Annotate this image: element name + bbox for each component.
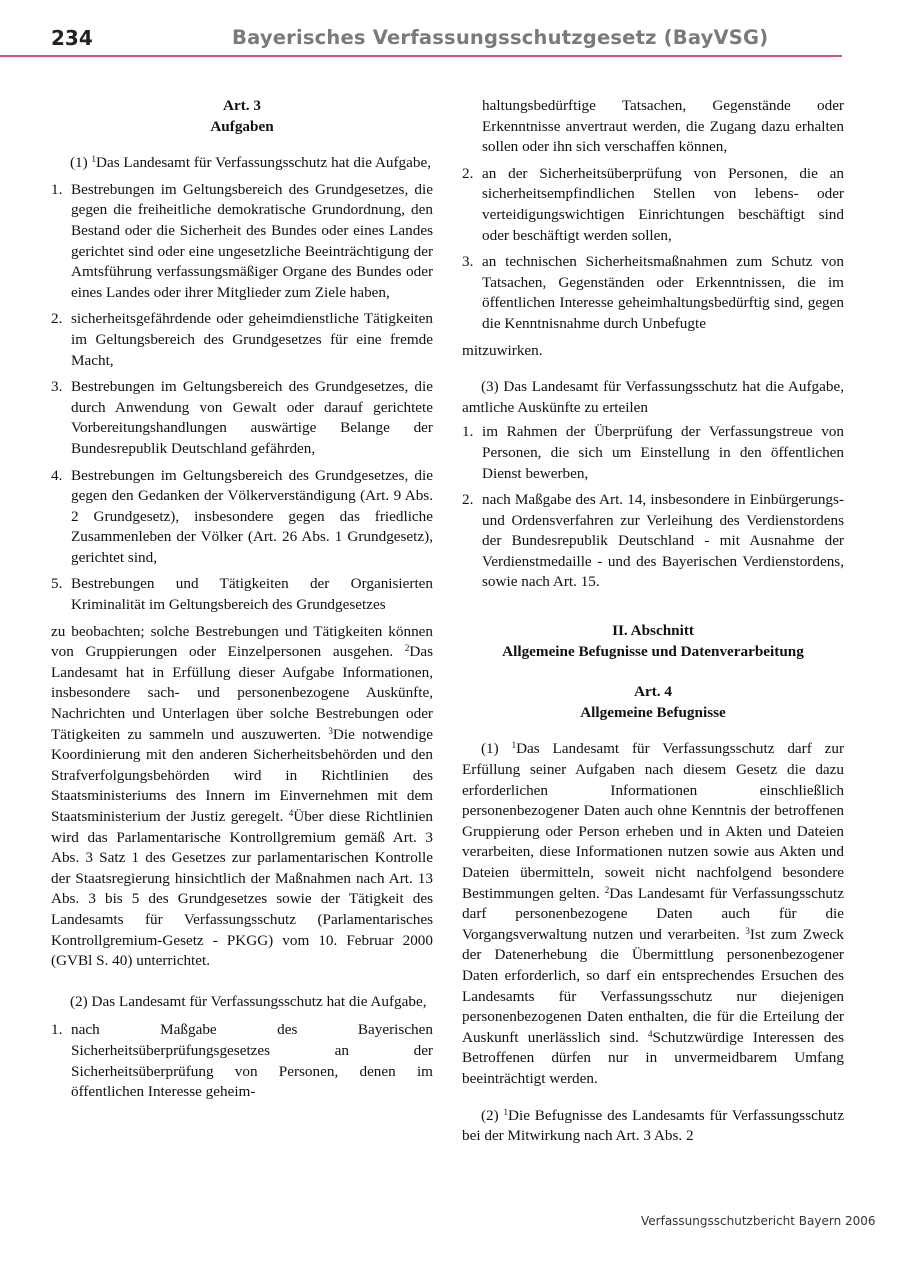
running-title: Bayerisches Verfassungsschutzgesetz (BayVSG) [232,26,769,49]
page-number: 234 [51,26,93,50]
page-footer: Verfassungsschutzbericht Bayern 2006 [641,1214,876,1228]
left-column [51,96,433,1103]
list-item: 2. nach Maßgabe des Art. 14, insbesondere in Einbürgerungs- und Ordensverfahren zur Verleihung des Verdienstordens der Bundesrepublik Deutschland - mit Ausnahme der Verdienstmedaille - und des Bayerischen Verdienstordens, sowie nach Art. 15. [462,491,844,591]
list-item: 3. an technischen Sicherheitsmaßnahmen zum Schutz von Tatsachen, Gegenständen oder Erkenntnissen, die im öffentlichen Interesse geheimhaltungsbedürftig sind, gegen die Kenntnisnahme durch Unbefugte [462,253,844,332]
mitzuwirken-text: mitzuwirken. [462,341,543,359]
list-1 [51,180,433,616]
article-3-title: Art. 3 [223,97,261,114]
page-header [0,0,900,58]
list-item: 1. nach Maßgabe des Bayerischen Sicherheitsüberprüfungsgesetzes an der Sicherheitsüberprüfung von Personen, denen im öffentlichen Interesse geheim- [51,1021,433,1101]
article-4-title: Art. 4 [634,683,672,701]
article-4-subtitle: Allgemeine Befugnisse [580,703,726,721]
paragraph-1-continuation: zu beobachten; solche Bestrebungen und Tätigkeiten können von Gruppierungen oder Einzelpersonen ausgehen. $^2$Das Landesamt hat in Erfüllung dieser Aufgabe Informationen, insbesondere sach- und personenbezogene Auskünfte, Nachrichten und Unterlagen über solche Bestrebungen oder Tätigkeiten zu sammeln und auszuwerten. $^3$Die notwendige Koordinierung mit den anderen Sicherheitsbehörden und den Strafverfolgungsbehörden wird in Richtlinien des Staatsministeriums des Innern im Einvernehmen mit dem Staatsministerium der Justiz geregelt. $^4$Über diese Richtlinien wird das Parlamentarische Kontrollgremium gemäß Art. 3 Abs. 3 Satz 1 des Gesetzes zur parlamentarischen Kontrolle der Staatsregierung hinsichtlich der Maßnahmen nach Art. 13 Abs. 3 bis 5 des Grundgesetzes sowie der Tätigkeit des Landesamts für Verfassungsschutz (Parlamentarisches Kontrollgremium-Gesetz - PKGG) vom 10. Februar 2000 (GVBl S. 40) unterrichtet. [51,622,433,970]
paragraph-3-intro: (3) Das Landesamt für Verfassungsschutz hat die Aufgabe, amtliche Auskünfte zu erteilen [462,378,844,416]
list-item: 2. sicherheitsgefährdende oder geheimdienstliche Tätigkeiten im Geltungsbereich des Grundgesetzes für eine fremde Macht, [51,310,433,369]
list-item: 2. an der Sicherheitsüberprüfung von Personen, die an sicherheitsempfindlichen Stellen von lebens- oder verteidigungswichtigen Einrichtungen beschäftigt sind oder beschäftigt werden sollen, [462,164,844,244]
paragraph-1-intro: (1) $^1$Das Landesamt für Verfassungsschutz hat die Aufgabe, [70,154,432,172]
article-4-paragraph-1: (1) $^1$Das Landesamt für Verfassungsschutz darf zur Erfüllung seiner Aufgaben nach diesem Gesetz die dazu erforderlichen Informationen einschließlich personenbezogener Daten auch ohne Kenntnis der betroffenen Gruppierung oder Person erheben und in Akten und Dateien verarbeiten, diese Informationen nutzen sowie aus Akten und Dateien übermitteln, soweit nicht nachfolgend besondere Bestimmungen gelten. $^2$Das Landesamt für Verfassungsschutz darf personenbezogene Daten auch für die Vorgangsverwaltung nutzen und verarbeiten. $^3$Ist zum Zweck der Datenerhebung die Übermittlung personenbezogener Daten erforderlich, so darf ein entsprechendes Ersuchen des Landesamts für Verfassungsschutz nur diejenigen personenbezogenen Daten enthalten, die für die Erteilung der Auskunft unerlässlich sind. $^4$Schutzwürdige Interessen des Betroffenen dürfen nur in unvermeidbarem Umfang beeinträchtigt werden. [462,740,845,1087]
paragraph-2-intro: (2) Das Landesamt für Verfassungsschutz hat die Aufgabe, [70,992,427,1010]
list-item: 4. Bestrebungen im Geltungsbereich des Grundgesetzes, die gegen den Gedanken der Völkerverständigung (Art. 9 Abs. 2 Grundgesetz), insbesondere gegen das friedliche Zusammenleben der Völker (Art. 26 Abs. 1 Grundgesetz), gerichtet sind, [51,466,433,566]
header-rule [0,55,842,57]
list-item-continuation: haltungsbedürftige Tatsachen, Gegenstände oder Erkenntnisse anvertraut werden, die Zugang dazu erhalten sollen oder ihn sich verschaffen können, [482,97,844,156]
section-subtitle: Allgemeine Befugnisse und Datenverarbeitung [502,642,804,660]
right-column [462,96,844,1147]
article-4-paragraph-2: (2) $^1$Die Befugnisse des Landesamts für Verfassungsschutz bei der Mitwirkung nach Art. 3 Abs. 2 [462,1106,844,1145]
article-3-subtitle: Aufgaben [210,117,274,135]
list-item: 5. Bestrebungen und Tätigkeiten der Organisierten Kriminalität im Geltungsbereich des Grundgesetzes [51,575,433,614]
list-item: 3. Bestrebungen im Geltungsbereich des Grundgesetzes, die durch Anwendung von Gewalt oder darauf gerichtete Vorbereitungshandlungen auswärtige Belange der Bundesrepublik Deutschland gefährden, [51,378,433,457]
list-item: 1. Bestrebungen im Geltungsbereich des Grundgesetzes, die gegen die freiheitliche demokratische Grundordnung, den Bestand oder die Sicherheit des Bundes oder eines Landes gerichtet sind oder eine ungesetzliche Beeinträchtigung der Amtsführung verfassungsmäßiger Organe des Bundes oder eines Landes oder ihrer Mitglieder zum Ziele haben, [51,180,433,301]
list-item: 1. im Rahmen der Überprüfung der Verfassungstreue von Personen, die sich um Einstellung in den öffentlichen Dienst bewerben, [462,423,844,482]
section-title: II. Abschnitt [612,622,694,640]
